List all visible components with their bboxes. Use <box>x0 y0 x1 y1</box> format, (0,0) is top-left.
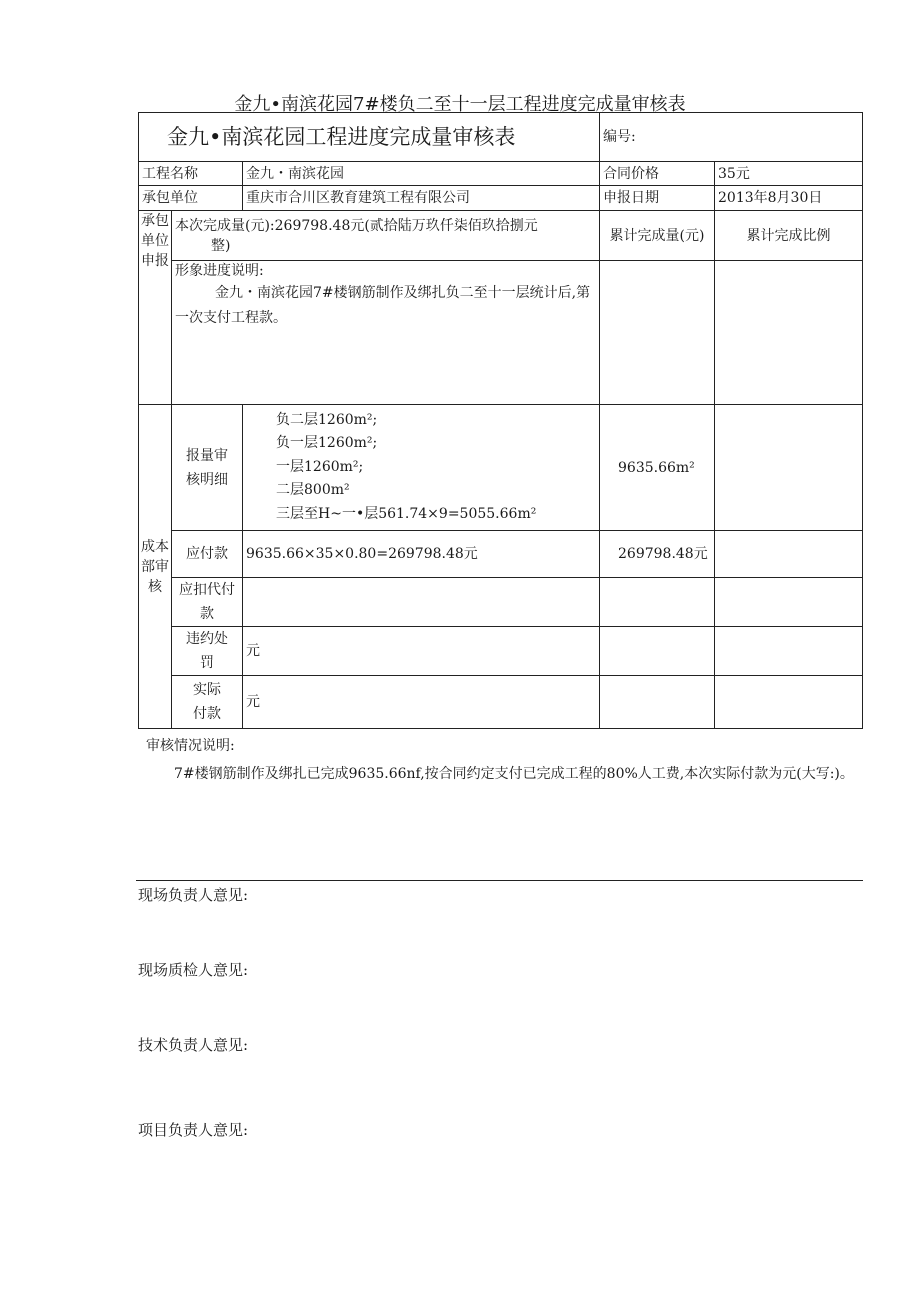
payable-formula: 9635.66×35×0.80=269798.48元 <box>243 531 600 578</box>
actual-payment-label: 实际付款 <box>172 676 243 729</box>
actual-payment-total <box>600 676 715 729</box>
withholding-value <box>243 578 600 627</box>
current-amount-cell: 本次完成量(元):269798.48元(贰拾陆万玖仟柒佰玖拾捌元 整) <box>172 211 600 261</box>
site-qc-opinion: 现场质检人意见: <box>138 961 249 979</box>
progress-description <box>172 261 600 405</box>
withholding-total <box>600 578 715 627</box>
cumulative-ratio-value <box>715 261 863 405</box>
progress-text: 金九・南滨花园7#楼钢筋制作及绑扎负二至十一层统计后,第一次支付工程款。 <box>175 285 591 326</box>
cumulative-ratio-label: 累计完成比例 <box>715 211 863 261</box>
actual-payment-value: 元 <box>243 676 600 729</box>
penalty-ratio <box>715 627 863 676</box>
divider-line <box>136 880 863 881</box>
review-notes-text: 7#楼钢筋制作及绑扎已完成9635.66nf,按合同约定支付已完成工程的80%人工费,本次实际付款为元(大写:)。 <box>174 766 854 782</box>
form-title: 金九•南滨花园工程进度完成量审核表 <box>139 113 600 162</box>
contractor-report-label: 承包 单位 申报 <box>139 211 172 405</box>
review-notes-label: 审核情况说明: <box>146 738 235 754</box>
apply-date-value: 2013年8月30日 <box>715 186 863 211</box>
withholding-ratio <box>715 578 863 627</box>
actual-payment-ratio <box>715 676 863 729</box>
penalty-total <box>600 627 715 676</box>
contractor-value: 重庆市合川区教育建筑工程有限公司 <box>243 186 600 211</box>
payable-label: 应付款 <box>172 531 243 578</box>
contractor-label: 承包单位 <box>139 186 243 211</box>
cumulative-amount-value <box>600 261 715 405</box>
cumulative-amount-label: 累计完成量(元) <box>600 211 715 261</box>
penalty-value: 元 <box>243 627 600 676</box>
review-notes <box>146 735 866 785</box>
review-form-table <box>138 112 863 729</box>
apply-date-label: 申报日期 <box>600 186 715 211</box>
contract-price-value: 35元 <box>715 162 863 186</box>
contract-price-label: 合同价格 <box>600 162 715 186</box>
document-title: 金九•南滨花园7#楼负二至十一层工程进度完成量审核表 <box>234 94 686 115</box>
progress-label: 形象进度说明: <box>175 263 264 279</box>
payable-ratio <box>715 531 863 578</box>
form-number-label: 编号: <box>600 113 863 162</box>
quantity-ratio <box>715 405 863 531</box>
withholding-label: 应扣代付款 <box>172 578 243 627</box>
project-lead-opinion: 项目负责人意见: <box>138 1121 249 1139</box>
project-name-label: 工程名称 <box>139 162 243 186</box>
cost-dept-label: 成本 部审 核 <box>139 405 172 729</box>
quantity-detail: 负二层1260m²; 负一层1260m²; 一层1260m²; 二层800m² 三层至H~一•层561.74×9=5055.66m² <box>243 405 600 531</box>
quantity-review-label: 报量审核明细 <box>172 405 243 531</box>
penalty-label: 违约处罚 <box>172 627 243 676</box>
quantity-total: 9635.66m² <box>600 405 715 531</box>
payable-total: 269798.48元 <box>600 531 715 578</box>
project-name-value: 金九・南滨花园 <box>243 162 600 186</box>
technical-lead-opinion: 技术负责人意见: <box>138 1036 249 1054</box>
site-manager-opinion: 现场负责人意见: <box>138 886 249 904</box>
